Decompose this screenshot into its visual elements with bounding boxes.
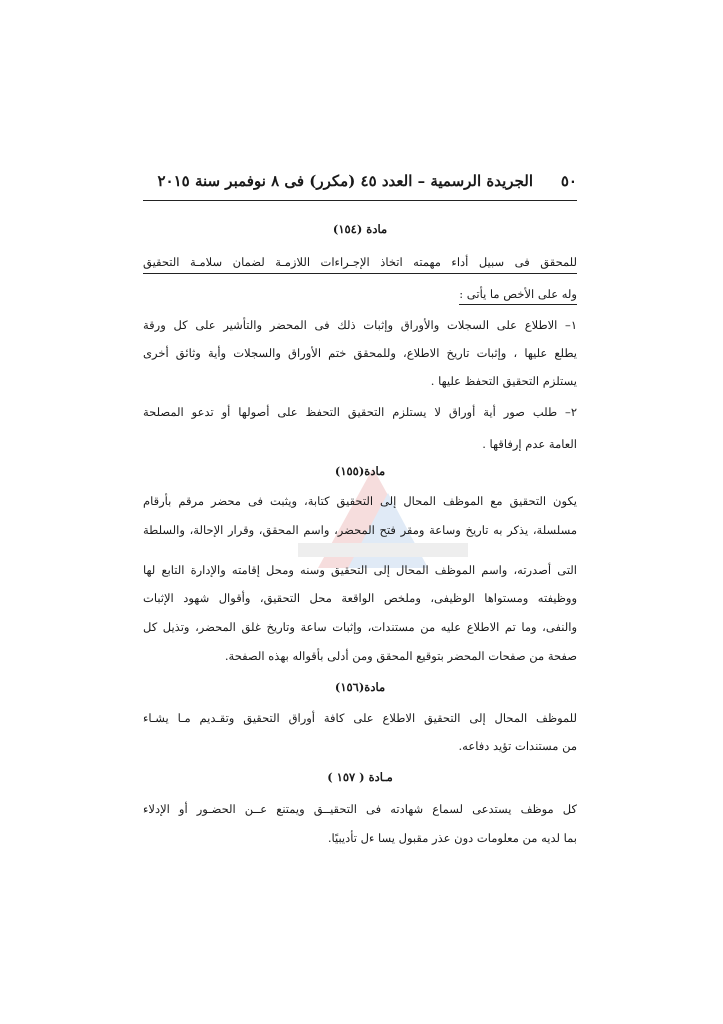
- article-heading-154: مادة (١٥٤): [332, 222, 388, 236]
- article-heading-157: مـادة ( ١٥٧ ): [327, 770, 393, 784]
- article-154-line-4: يطلع عليها ، وإثبات تاريخ الاطلاع، وللمحقق ختم الأوراق والسجلات وأية وثائق أخرى: [143, 346, 577, 360]
- article-155-line-4: ووظيفته ومستواها الوظيفى، وملخص الواقعة محل التحقيق، وأقوال شهود الإثبات: [143, 591, 577, 605]
- article-155-line-1: يكون التحقيق مع الموظف المحال إلى التحقيق كتابة، ويثبت فى محضر مرقم بأرقام: [143, 494, 577, 508]
- article-154-line-1: للمحقق فى سبيل أداء مهمته اتخاذ الإجـراءات اللازمـة لضمان سلامـة التحقيق: [143, 255, 577, 274]
- article-heading-155: مادة(١٥٥): [334, 464, 386, 478]
- article-157-line-2: بما لديه من معلومات دون عذر مقبول يسا ءل تأديبيًا.: [327, 831, 577, 845]
- gazette-title: الجريدة الرسمية – العدد ٤٥ (مكرر) فى ٨ نوفمبر سنة ٢٠١٥: [157, 172, 533, 190]
- article-156-line-1: للموظف المحال إلى التحقيق الاطلاع على كافة أوراق التحقيق وتقـديم مـا يشـاء: [143, 711, 577, 725]
- article-155-line-6: صفحة من صفحات المحضر بتوقيع المحقق ومن أدلى بأقواله بهذه الصفحة.: [224, 649, 577, 663]
- article-155-line-5: والنفى، وما تم الاطلاع عليه من مستندات، وإثبات ساعة وتاريخ غلق المحضر، وتذيل كل: [143, 620, 577, 634]
- article-154-line-6: ٢– طلب صور أية أوراق لا يستلزم التحقيق التحفظ على أصولها أو تدعو المصلحة: [143, 405, 577, 419]
- article-155-line-2: مسلسلة، يذكر به تاريخ وساعة ومقر فتح المحضر، واسم المحقق، وقرار الإحالة، والسلطة: [143, 523, 577, 537]
- article-154-line-3: ١– الاطلاع على السجلات والأوراق وإثبات ذلك فى المحضر والتأشير على كل ورقة: [143, 318, 577, 332]
- article-154-line-5: يستلزم التحقيق التحفظ عليها .: [430, 374, 577, 388]
- article-157-line-1: كل موظف يستدعى لسماع شهادته فى التحقيــق ويمتنع عــن الحضـور أو الإدلاء: [143, 802, 577, 816]
- article-155-line-3: التى أصدرته، واسم الموظف المحال إلى التحقيق وسنه ومحل إقامته والإدارة التابع لها: [143, 563, 577, 577]
- article-154-line-7: العامة عدم إرفاقها .: [482, 437, 577, 451]
- article-heading-156: مادة(١٥٦): [334, 680, 386, 694]
- page-number: ٥٠: [560, 172, 577, 190]
- article-156-line-2: من مستندات تؤيد دفاعه.: [458, 739, 577, 753]
- page-header: [143, 170, 577, 201]
- article-154-line-2: وله على الأخص ما يأتى :: [459, 287, 577, 305]
